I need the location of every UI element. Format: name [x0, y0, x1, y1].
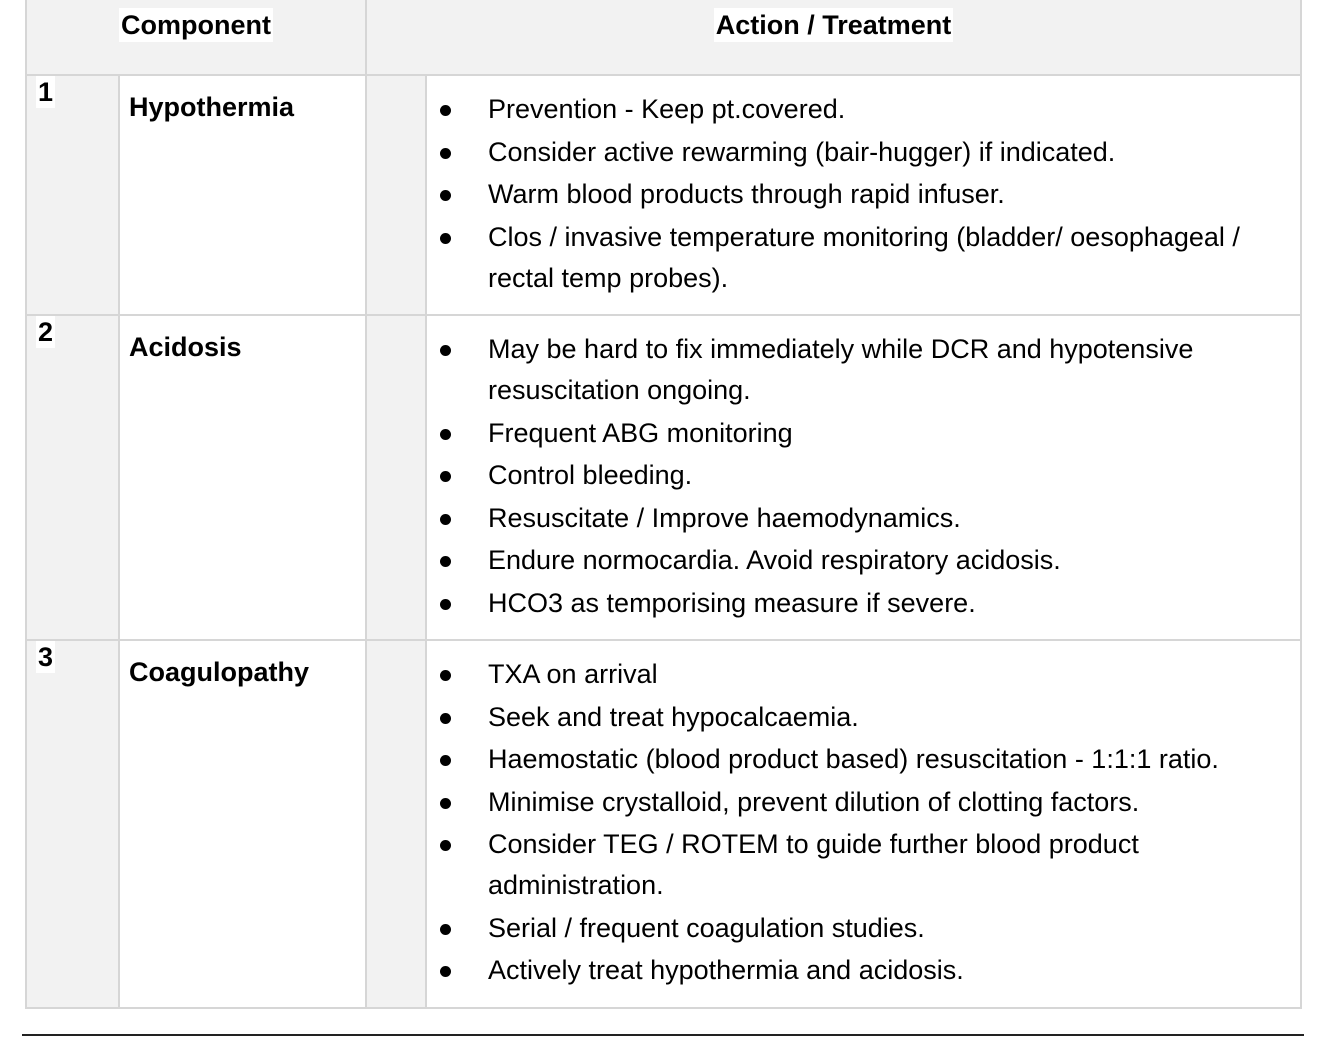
component-cell [119, 640, 366, 1008]
action-item: Resuscitate / Improve haemodynamics. [427, 498, 1284, 539]
action-item: Minimise crystalloid, prevent dilution of clotting factors. [427, 782, 1284, 823]
action-item: Control bleeding. [427, 455, 1284, 496]
header-action [366, 0, 1301, 75]
component-name: Hypothermia [129, 92, 295, 122]
action-item: Clos / invasive temperature monitoring (bladder/ oesophageal / rectal temp probes). [427, 217, 1284, 299]
action-list [427, 76, 1300, 314]
action-item: Prevention - Keep pt.covered. [427, 89, 1284, 130]
action-cell [426, 75, 1301, 315]
action-item: Haemostatic (blood product based) resuscitation - 1:1:1 ratio. [427, 739, 1284, 780]
table-header-row [26, 0, 1301, 75]
action-cell [426, 640, 1301, 1008]
row-number: 2 [38, 317, 54, 347]
row-number: 3 [38, 642, 54, 672]
row-number-cell [26, 75, 119, 315]
table-row [26, 640, 1301, 1008]
treatment-table [25, 0, 1302, 1009]
treatment-table-container [25, 0, 1300, 1009]
header-action-label: Action / Treatment [715, 10, 952, 40]
action-list [427, 641, 1300, 1007]
action-item: Warm blood products through rapid infuser. [427, 174, 1284, 215]
spacer-cell [366, 315, 426, 640]
action-cell [426, 315, 1301, 640]
action-item: May be hard to fix immediately while DCR and hypotensive resuscitation ongoing. [427, 329, 1284, 411]
row-number: 1 [38, 77, 54, 107]
spacer-cell [366, 640, 426, 1008]
action-item: Endure normocardia. Avoid respiratory acidosis. [427, 540, 1284, 581]
action-item: TXA on arrival [427, 654, 1284, 695]
table-row [26, 315, 1301, 640]
header-component-label: Component [121, 10, 271, 40]
action-item: HCO3 as temporising measure if severe. [427, 583, 1284, 624]
action-item: Seek and treat hypocalcaemia. [427, 697, 1284, 738]
row-number-cell [26, 315, 119, 640]
component-cell [119, 315, 366, 640]
row-number-cell [26, 640, 119, 1008]
component-name: Coagulopathy [129, 657, 309, 687]
component-cell [119, 75, 366, 315]
spacer-cell [366, 75, 426, 315]
action-item: Consider active rewarming (bair-hugger) if indicated. [427, 132, 1284, 173]
action-item: Consider TEG / ROTEM to guide further blood product administration. [427, 824, 1284, 906]
action-item: Actively treat hypothermia and acidosis. [427, 950, 1284, 991]
table-row [26, 75, 1301, 315]
component-name: Acidosis [129, 332, 242, 362]
action-item: Frequent ABG monitoring [427, 413, 1284, 454]
footer-divider [22, 1034, 1304, 1036]
action-list [427, 316, 1300, 639]
action-item: Serial / frequent coagulation studies. [427, 908, 1284, 949]
header-component [26, 0, 366, 75]
